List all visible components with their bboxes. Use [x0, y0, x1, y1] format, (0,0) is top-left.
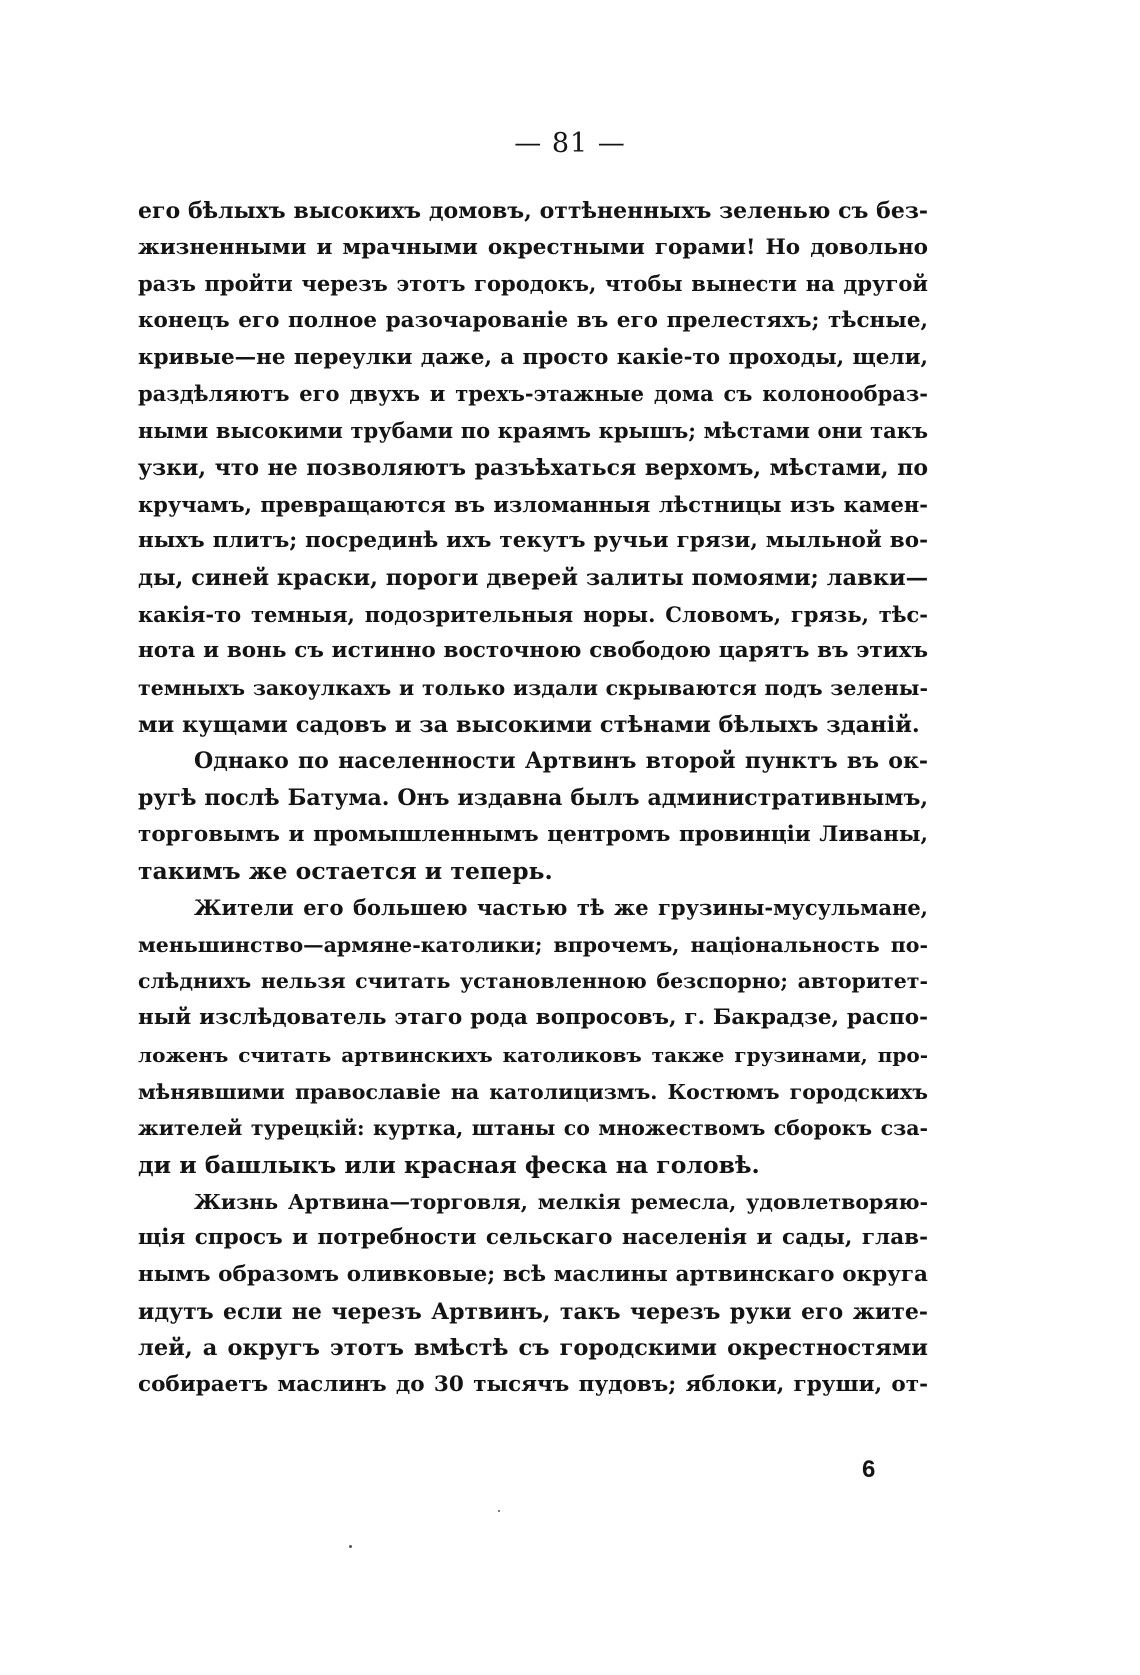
text-line: ныхъ плитъ; посрединѣ ихъ текутъ ручьи грязи, мыльной во- [138, 528, 928, 554]
print-speck [349, 1545, 352, 1548]
text-line: какія-то темныя, подозрительныя норы. Словомъ, грязь, тѣс- [138, 601, 928, 627]
text-line: ругѣ послѣ Батума. Онъ издавна былъ административнымъ, [138, 785, 928, 811]
text-line: торговымъ и промышленнымъ центромъ провинціи Ливаны, [138, 821, 928, 847]
text-line: ды, синей краски, пороги дверей залиты помоями; лавки— [138, 564, 928, 591]
text-line: меньшинство—армяне-католики; впрочемъ, національность по- [138, 932, 928, 957]
text-line: нымъ образомъ оливковые; всѣ маслины артвинскаго округа [138, 1261, 928, 1287]
text-line: конецъ его полное разочарованіе въ его прелестяхъ; тѣсные, [138, 308, 928, 334]
text-line: жителей турецкій: куртка, штаны со множествомъ сборокъ сза- [138, 1116, 928, 1141]
text-line: ный изслѣдователь этаго рода вопросовъ, г. Бакрадзе, распо- [138, 1005, 928, 1031]
text-line: жизненными и мрачными окрестными горами! Но довольно [138, 234, 928, 260]
text-line: ложенъ считать артвинскихъ католиковъ также грузинами, про- [138, 1042, 928, 1067]
text-line: Однако по населенности Артвинъ второй пунктъ въ ок- [194, 748, 928, 775]
print-speck [498, 1510, 500, 1512]
body-text [138, 193, 928, 1404]
text-line: кривые—не переулки даже, а просто какіе-то проходы, щели, [138, 344, 928, 370]
text-line: Жизнь Артвина—торговля, мелкія ремесла, удовлетворяю- [194, 1189, 928, 1214]
text-line: слѣднихъ нельзя считать установленною безспорно; авторитет- [138, 969, 928, 994]
text-line: ди и башлыкъ или красная феска на головѣ. [138, 1150, 760, 1179]
page-number: — 81 — [514, 128, 626, 159]
text-line: щія спросъ и потребности сельскаго населенія и сады, глав- [138, 1225, 928, 1251]
text-line: его бѣлыхъ высокихъ домовъ, оттѣненныхъ зеленью съ без- [138, 198, 928, 224]
text-line: собираетъ маслинъ до 30 тысячъ пудовъ; яблоки, груши, от- [138, 1372, 928, 1397]
text-line: такимъ же остается и теперь. [138, 857, 553, 886]
signature-mark: 6 [862, 1456, 876, 1483]
text-line: узки, что не позволяютъ разъѣхаться верхомъ, мѣстами, по [138, 454, 928, 481]
text-line: мѣнявшими православіе на католицизмъ. Костюмъ городскихъ [138, 1079, 928, 1104]
text-line: Жители его большею частью тѣ же грузины-мусульмане, [194, 895, 928, 921]
text-line: идутъ если не черезъ Артвинъ, такъ черезъ руки его жите- [138, 1298, 928, 1325]
text-line: раздѣляютъ его двухъ и трехъ-этажные дома съ колонообраз- [138, 381, 928, 407]
text-line: лей, а округъ этотъ вмѣстѣ съ городскими окрестностями [138, 1335, 928, 1362]
text-line: кручамъ, превращаются въ изломанныя лѣстницы изъ камен- [138, 491, 928, 517]
text-line: ми кущами садовъ и за высокими стѣнами бѣлыхъ зданій. [138, 711, 920, 738]
text-line: ными высокими трубами по краямъ крышъ; мѣстами они такъ [138, 418, 928, 444]
text-line: нота и вонь съ истинно восточною свободою царятъ въ этихъ [138, 638, 928, 664]
text-line: темныхъ закоулкахъ и только издали скрываются подъ зелены- [138, 675, 928, 700]
text-line: разъ пройти черезъ этотъ городокъ, чтобы вынести на другой [138, 271, 928, 297]
